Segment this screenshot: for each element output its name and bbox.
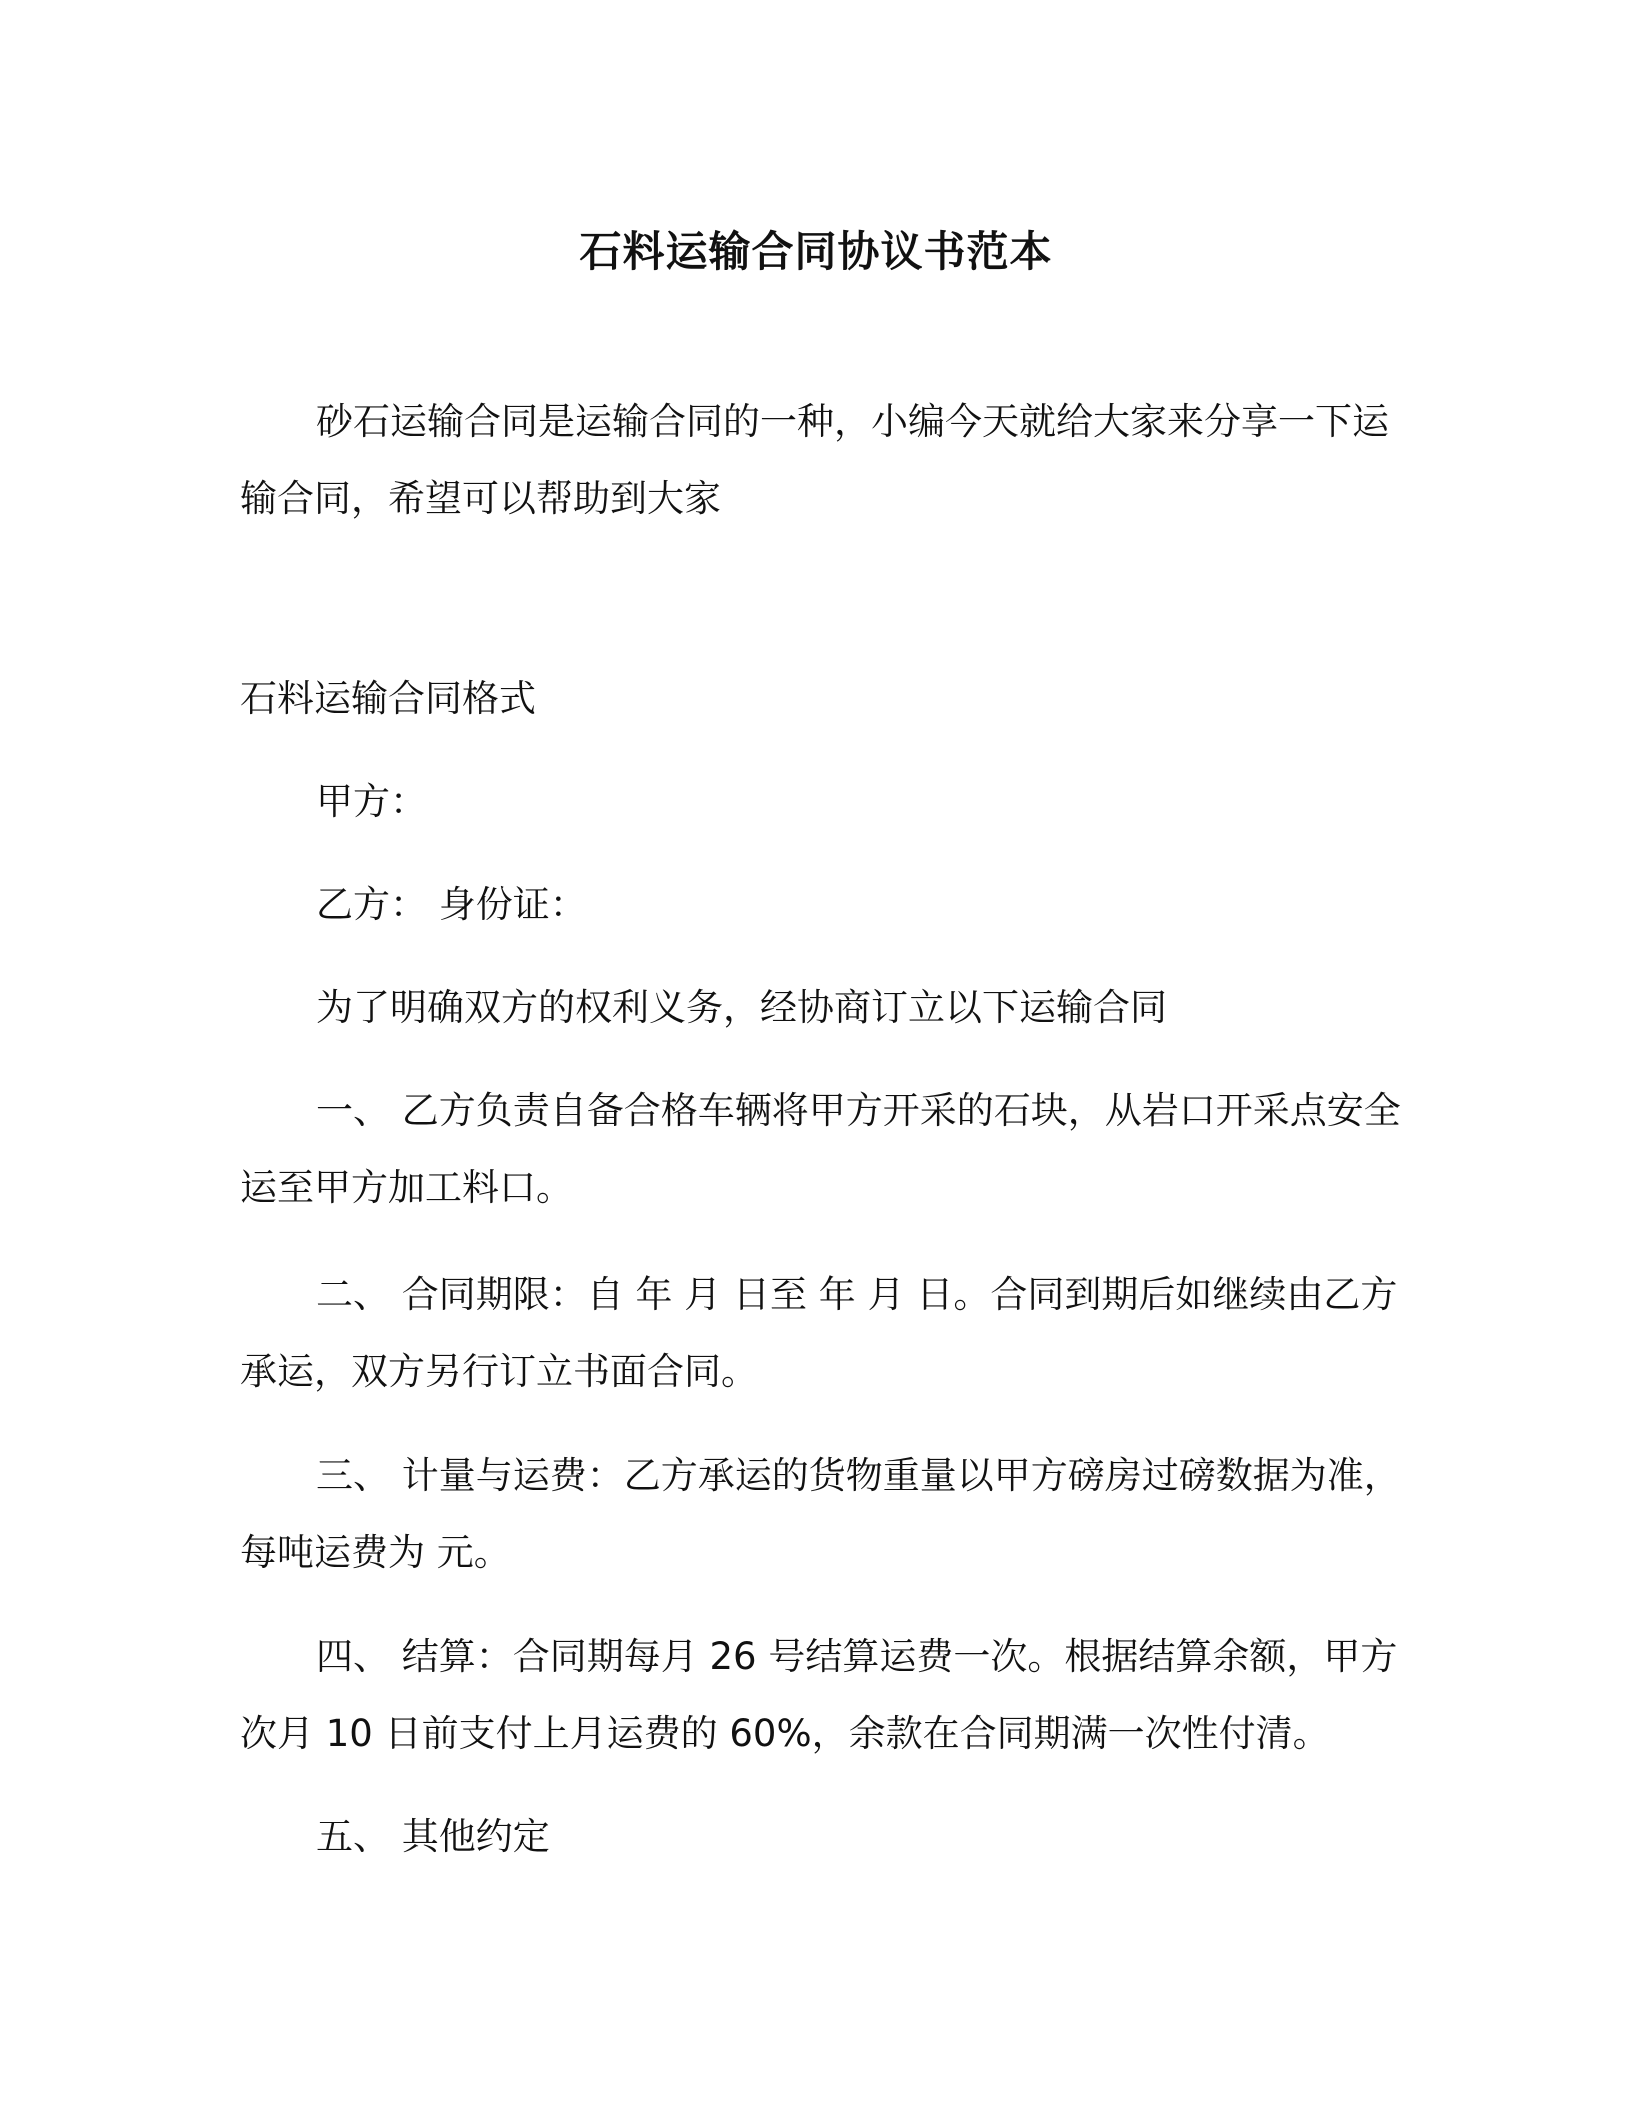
clause-4: 四、 结算：合同期每月 26 号结算运费一次。根据结算余额，甲方次月 10 日前支付上月运费的 60%，余款在合同期满一次性付清。 — [240, 1635, 1398, 1755]
party-a-line: 甲方： — [316, 780, 427, 823]
preamble-paragraph: 为了明确双方的权利义务，经协商订立以下运输合同 — [316, 986, 1167, 1029]
clause-5: 五、 其他约定 — [316, 1815, 550, 1858]
clause-2: 二、 合同期限：自 年 月 日至 年 月 日。合同到期后如继续由乙方承运，双方另行订立书面合同。 — [240, 1273, 1398, 1393]
intro-paragraph: 砂石运输合同是运输合同的一种，小编今天就给大家来分享一下运输合同，希望可以帮助到大家 — [240, 400, 1389, 520]
section-heading: 石料运输合同格式 — [240, 677, 536, 720]
clause-1: 一、 乙方负责自备合格车辆将甲方开采的石块，从岩口开采点安全运至甲方加工料口。 — [240, 1089, 1401, 1209]
document-title: 石料运输合同协议书范本 — [579, 227, 1053, 276]
clause-3: 三、 计量与运费：乙方承运的货物重量以甲方磅房过磅数据为准，每吨运费为 元。 — [240, 1454, 1401, 1574]
party-b-line: 乙方： 身份证： — [316, 883, 587, 926]
